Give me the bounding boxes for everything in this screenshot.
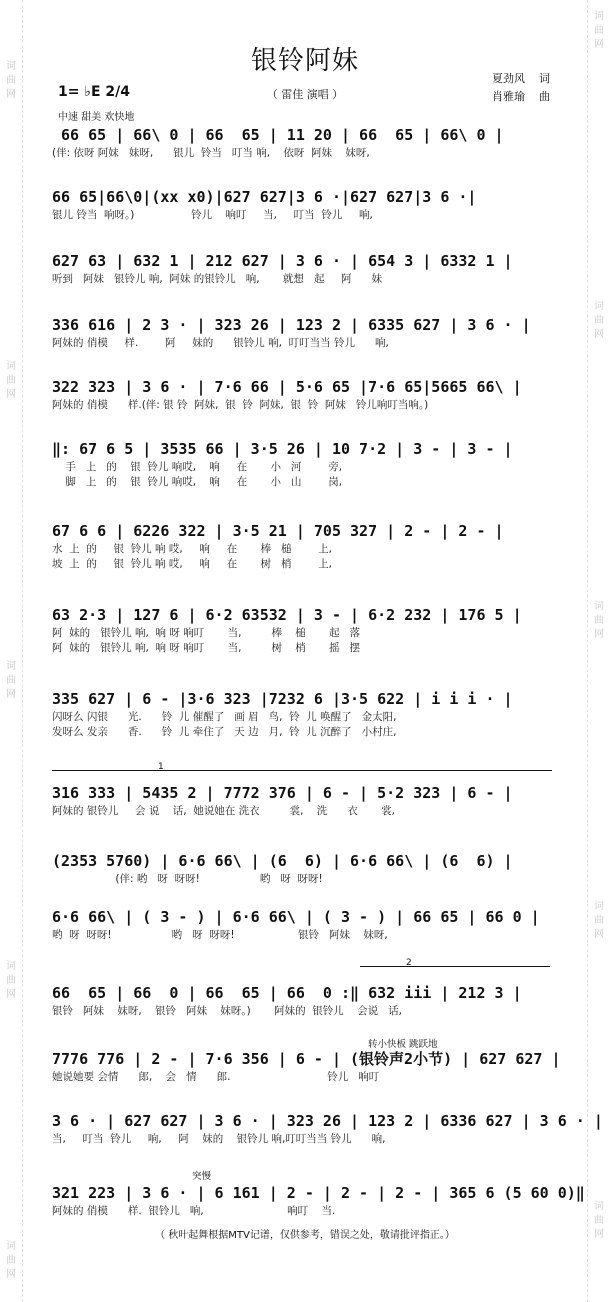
volta-1-label: 1 (158, 762, 164, 772)
score-system-6 (52, 438, 562, 490)
watermark-char: 曲 (6, 75, 16, 86)
lyrics-line: 阿妹的 俏模 样. 银铃儿 响, 响叮 当. (52, 1205, 336, 1217)
watermark-char: 词 (594, 1201, 604, 1212)
notation-line: 3 6 · | 627 627 | 3 6 · | 323 26 | 123 2 | 6336 627 | 3 6 · | (52, 1112, 603, 1130)
notation-line: 336 616 | 2 3 · | 323 26 | 123 2 | 6335 627 | 3 6 · | (52, 316, 531, 334)
watermark-char: 网 (594, 929, 604, 940)
watermark-block (588, 600, 610, 642)
lyrics-verse-1: 手 上 的 银 铃儿 响哎, 响 在 小 河 旁, (52, 461, 343, 473)
watermark-block (588, 300, 610, 342)
score-system-4 (52, 314, 562, 351)
score-system-2 (52, 186, 562, 223)
watermark-char: 网 (594, 1229, 604, 1240)
lyrics-line: 阿妹的 银铃儿 会 说 话, 她说她在 洗衣 裳, 洗 衣 裳, (52, 805, 396, 817)
watermark-char: 词 (594, 11, 604, 22)
lyrics-line: 哟 呀 呀呀! 哟 呀 呀呀! 银铃 阿妹 妹呀, (52, 929, 388, 941)
watermark-char: 词 (594, 601, 604, 612)
watermark-block (0, 960, 22, 1002)
notation-line: 627 63 | 632 1 | 212 627 | 3 6 · | 654 3 | 6332 1 | (52, 252, 513, 270)
watermark-char: 网 (6, 689, 16, 700)
lyrics-line: 阿妹的 俏模 样.(伴: 银 铃 阿妹, 银 铃 阿妹, 银 铃 阿妹 铃儿响叮当响。) (52, 399, 429, 411)
score-system-11 (52, 850, 562, 887)
transcription-note: （ 秋叶起舞根据MTV记谱，仅供参考，错误之处，敬请批评指正。） (155, 1230, 455, 1241)
ritardando-marking: 突慢 (192, 1171, 212, 1182)
watermark-char: 词 (6, 61, 16, 72)
watermark-char: 网 (6, 89, 16, 100)
notation-line: 316 333 | 5435 2 | 7772 376 | 6 - | 5·2 323 | 6 - | (52, 784, 513, 802)
watermark-block (0, 1240, 22, 1282)
watermark-char: 曲 (594, 315, 604, 326)
lyrics-line: 听到 阿妹 银铃儿 响, 阿妹 的银铃儿 响, 就想 起 阿 妹 (52, 273, 383, 285)
notation-line: 67 6 6 | 6226 322 | 3·5 21 | 705 327 | 2 - | 2 - | (52, 522, 504, 540)
watermark-char: 网 (594, 329, 604, 340)
lyrics-verse-1: 闪呀么 闪银 光. 铃 儿 催醒了 画 眉 鸟, 铃 儿 唤醒了 金太阳, (52, 711, 397, 723)
lyrics-verse-1: 阿 妹的 银铃儿 响, 响 呀 响叮 当, 棒 槌 起 落 (52, 627, 361, 639)
score-system-15 (52, 1110, 603, 1147)
lyrics-line: (伴: 依呀 阿妹 妹呀, 银儿 铃当 叮当 响, 依呀 阿妹 妹呀, (52, 147, 370, 159)
watermark-char: 曲 (6, 1255, 16, 1266)
watermark-char: 曲 (6, 375, 16, 386)
notation-line: 322 323 | 3 6 · | 7·6 66 | 5·6 65 |7·6 65|5665 66\ | (52, 378, 522, 396)
watermark-char: 曲 (594, 1215, 604, 1226)
score-system-12 (52, 906, 562, 943)
volta-bracket-2 (360, 966, 550, 967)
lyrics-verse-2: 阿 妹的 银铃儿 响, 响 呀 响叮 当, 树 梢 摇 摆 (52, 642, 361, 654)
tempo-change-marking: 转小快板 跳跃地 (368, 1039, 438, 1050)
score-system-3 (52, 250, 562, 287)
score-system-1 (52, 124, 562, 161)
watermark-block (0, 660, 22, 702)
notation-line: 6·6 66\ | ( 3 - ) | 6·6 66\ | ( 3 - ) | 66 65 | 66 0 | (52, 908, 540, 926)
score-system-14 (52, 1048, 562, 1085)
watermark-char: 网 (594, 629, 604, 640)
watermark-char: 词 (6, 961, 16, 972)
notation-line: 335 627 | 6 - |3·6 323 |7232 6 |3·5 622 | i i i · | (52, 690, 513, 708)
notation-line: ‖: 67 6 5 | 3535 66 | 3·5 26 | 10 7·2 | 3 - | 3 - | (52, 440, 513, 458)
composer-credit: 肖雅瑜 曲 (492, 90, 550, 103)
performer-label: （ 雷佳 演唱 ） (266, 88, 344, 101)
notation-line: 66 65 | 66 0 | 66 65 | 66 0 :‖ 632 iii | 212 3 | (52, 984, 522, 1002)
lyrics-verse-1: 水 上 的 银 铃儿 响 哎, 响 在 棒 槌 上, (52, 543, 333, 555)
watermark-char: 网 (6, 989, 16, 1000)
score-system-5 (52, 376, 562, 413)
notation-line: 7776 776 | 2 - | 7·6 356 | 6 - | (银铃声2小节) | 627 627 | (52, 1050, 561, 1068)
lyrics-line: 当, 叮当 铃儿 响, 阿 妹的 银铃儿 响,叮叮当当 铃儿 响, (52, 1133, 386, 1145)
notation-line: 321 223 | 3 6 · | 6 161 | 2 - | 2 - | 2 - | 365 6 (5 60 0)‖ (52, 1184, 585, 1202)
score-system-9 (52, 688, 562, 740)
score-system-7 (52, 520, 562, 572)
watermark-char: 曲 (594, 915, 604, 926)
watermark-char: 网 (6, 1269, 16, 1280)
lyrics-line: 阿妹的 俏模 样. 阿 妹的 银铃儿 响, 叮叮当当 铃儿 响, (52, 337, 389, 349)
lyrics-verse-2: 坡 上 的 银 铃儿 响 哎, 响 在 树 梢 上, (52, 558, 333, 570)
watermark-char: 词 (6, 361, 16, 372)
lyrics-line: 银铃 阿妹 妹呀, 银铃 阿妹 妹呀。) 阿妹的 银铃儿 会说 话, (52, 1005, 403, 1017)
watermark-char: 曲 (594, 615, 604, 626)
lyrics-line: (伴: 哟 呀 呀呀! 哟 呀 呀呀! (52, 873, 323, 885)
notation-line: (2353 5760) | 6·6 66\ | (6 6) | 6·6 66\ | (6 6) | (52, 852, 513, 870)
watermark-char: 词 (594, 901, 604, 912)
score-system-10 (52, 782, 562, 819)
watermark-char: 曲 (6, 975, 16, 986)
left-watermark (0, 0, 23, 1302)
notation-line: 66 65 | 66\ 0 | 66 65 | 11 20 | 66 65 | 66\ 0 | (52, 126, 504, 144)
notation-line: 66 65|66\0|(xx x0)|627 627|3 6 ·|627 627|3 6 ·| (52, 188, 477, 206)
watermark-char: 词 (6, 661, 16, 672)
lyrics-line: 银儿 铃当 响呀。) 铃儿 响叮 当, 叮当 铃儿 响, (52, 209, 373, 221)
song-title: 银铃阿妹 (250, 46, 359, 76)
lyrics-verse-2: 脚 上 的 银 铃儿 响哎, 响 在 小 山 岗, (52, 476, 343, 488)
watermark-block (588, 900, 610, 942)
lyrics-verse-2: 发呀么 发亲 香. 铃 儿 牵住了 天 边 月, 铃 儿 沉醉了 小村庄, (52, 726, 397, 738)
watermark-char: 词 (6, 1241, 16, 1252)
notation-line: 63 2·3 | 127 6 | 6·2 63532 | 3 - | 6·2 232 | 176 5 | (52, 606, 522, 624)
watermark-char: 曲 (594, 25, 604, 36)
watermark-char: 网 (6, 389, 16, 400)
right-watermark (587, 0, 610, 1302)
lyricist-credit: 夏劲风 词 (492, 72, 550, 85)
key-signature: 1= ♭E 2/4 (58, 84, 130, 100)
score-system-13 (52, 982, 562, 1019)
watermark-block (0, 360, 22, 402)
score-system-16 (52, 1182, 585, 1219)
watermark-char: 网 (594, 39, 604, 50)
watermark-char: 曲 (6, 675, 16, 686)
lyrics-line: 她说她要 会情 郎, 会 情 郎. 铃儿 响叮 (52, 1071, 380, 1083)
credits (492, 70, 550, 106)
score-system-8 (52, 604, 562, 656)
watermark-char: 词 (594, 301, 604, 312)
tempo-marking: 中速 甜美 欢快地 (58, 112, 135, 123)
volta-bracket-1 (52, 770, 552, 771)
volta-2-label: 2 (406, 958, 412, 968)
